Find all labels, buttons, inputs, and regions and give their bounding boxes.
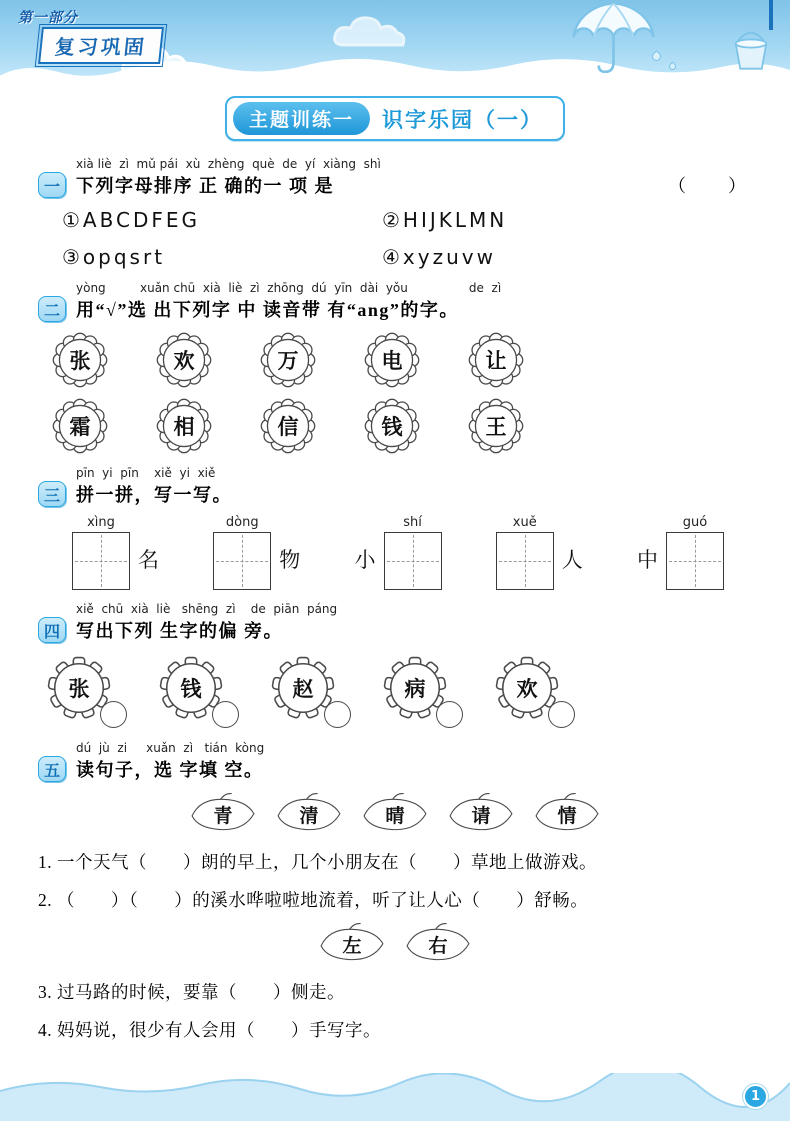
grid-pinyin: xuě bbox=[512, 515, 537, 530]
leaf-badge bbox=[186, 790, 260, 836]
option-4: ④xyzuvw bbox=[382, 245, 496, 269]
section-5 bbox=[38, 741, 752, 1042]
part-label: 第一部分 bbox=[18, 11, 78, 26]
writing-item bbox=[496, 515, 583, 590]
flower-character: 电 bbox=[381, 349, 403, 373]
section-1 bbox=[38, 157, 752, 269]
gear-character-row bbox=[46, 655, 752, 729]
section-5-instruction: 读句子，选 字填 空。 bbox=[76, 760, 264, 780]
umbrella-icon bbox=[566, 0, 661, 76]
writing-item bbox=[355, 515, 442, 590]
leaf-character: 清 bbox=[299, 806, 319, 827]
leaf-badge bbox=[530, 790, 604, 836]
flower-character: 相 bbox=[173, 415, 195, 439]
lesson-banner-pill: 主题训练一 bbox=[233, 102, 370, 135]
leaf-character: 青 bbox=[213, 806, 233, 827]
lesson-title: 识字乐园（一） bbox=[382, 107, 543, 132]
grid-pinyin: guó bbox=[682, 515, 708, 530]
companion-character: 物 bbox=[279, 548, 301, 572]
section-2-instruction: 用“√”选 出下列字 中 读音带 有“ang”的字。 bbox=[76, 300, 459, 320]
section-2 bbox=[38, 281, 752, 454]
lesson-banner bbox=[225, 96, 565, 141]
flower-character: 让 bbox=[485, 349, 507, 373]
section-3-instruction: 拼一拼，写一写。 bbox=[76, 485, 232, 505]
leaf-character: 请 bbox=[471, 806, 491, 827]
flower-character: 万 bbox=[277, 349, 299, 373]
gear-badge bbox=[158, 655, 224, 721]
flower-badge bbox=[156, 332, 212, 388]
question-4: 4. 妈妈说，很少有人会用（ ）手写字。 bbox=[38, 1020, 381, 1040]
section-1-instruction: 下列字母排序 正 确的一 项 是 bbox=[76, 176, 334, 196]
gear-character: 钱 bbox=[180, 677, 202, 701]
option-list bbox=[62, 208, 752, 269]
leaf-character-row-2 bbox=[38, 920, 752, 966]
writing-grid bbox=[496, 532, 554, 590]
section-5-pinyin: dú jù zi xuǎn zì tián kòng bbox=[76, 741, 265, 755]
flower-character: 霜 bbox=[69, 415, 91, 439]
leaf-character: 情 bbox=[557, 806, 577, 827]
section-1-pinyin: xià liè zì mǔ pái xù zhèng què de yí xiàng shì bbox=[76, 157, 381, 171]
flower-character: 信 bbox=[277, 415, 299, 439]
question-2: 2. （ ）（ ）的溪水哗啦啦地流着，听了让人心（ ）舒畅。 bbox=[38, 890, 589, 910]
answer-circle bbox=[212, 701, 239, 728]
gear-character: 赵 bbox=[292, 677, 314, 701]
section-2-number-badge: 二 bbox=[38, 296, 66, 322]
flower-badge bbox=[260, 398, 316, 454]
option-3: ③opqsrt bbox=[62, 245, 166, 269]
section-5-number-badge: 五 bbox=[38, 756, 66, 782]
gear-character: 病 bbox=[404, 677, 426, 701]
answer-circle bbox=[100, 701, 127, 728]
leaf-character: 左 bbox=[342, 936, 362, 957]
leaf-badge bbox=[401, 920, 475, 966]
companion-character: 人 bbox=[561, 548, 583, 572]
flower-badge bbox=[468, 398, 524, 454]
writing-item bbox=[72, 515, 159, 590]
page-edge-mark bbox=[769, 0, 773, 30]
gear-badge bbox=[46, 655, 112, 721]
section-4 bbox=[38, 602, 752, 729]
section-1-number-badge: 一 bbox=[38, 172, 66, 198]
writing-grid bbox=[666, 532, 724, 590]
gear-badge bbox=[270, 655, 336, 721]
option-1: ①ABCDFEG bbox=[62, 208, 200, 232]
gear-character: 张 bbox=[68, 677, 90, 701]
leaf-character: 晴 bbox=[385, 806, 405, 827]
flower-character-row-1 bbox=[52, 332, 752, 388]
writing-grid bbox=[384, 532, 442, 590]
flower-character: 张 bbox=[69, 349, 91, 373]
flower-badge bbox=[156, 398, 212, 454]
writing-item bbox=[637, 515, 724, 590]
section-3 bbox=[38, 466, 752, 590]
answer-brackets: （ ） bbox=[668, 176, 748, 196]
page-header bbox=[0, 0, 790, 86]
grid-pinyin: shí bbox=[403, 515, 422, 530]
section-3-pinyin: pīn yi pīn xiě yi xiě bbox=[76, 466, 216, 480]
leaf-badge bbox=[358, 790, 432, 836]
footer-wave-decoration bbox=[0, 1073, 790, 1121]
section-4-pinyin: xiě chū xià liè shēng zì de piān páng bbox=[76, 602, 338, 616]
companion-character: 名 bbox=[138, 548, 159, 572]
page-number-badge: 1 bbox=[743, 1084, 768, 1109]
grid-pinyin: xìng bbox=[87, 515, 115, 530]
question-3: 3. 过马路的时候，要靠（ ）侧走。 bbox=[38, 982, 345, 1002]
section-3-number-badge: 三 bbox=[38, 481, 66, 507]
flower-badge bbox=[52, 398, 108, 454]
flower-badge bbox=[260, 332, 316, 388]
flower-character-row-2 bbox=[52, 398, 752, 454]
flower-character: 王 bbox=[485, 415, 507, 439]
answer-circle bbox=[436, 701, 463, 728]
companion-character: 中 bbox=[637, 548, 658, 572]
section-4-instruction: 写出下列 生字的偏 旁。 bbox=[76, 621, 283, 641]
writing-grid-row bbox=[38, 515, 752, 590]
gear-character: 欢 bbox=[516, 677, 538, 701]
grid-pinyin: dòng bbox=[225, 515, 259, 530]
flower-badge bbox=[364, 398, 420, 454]
exercise-content bbox=[0, 157, 790, 1042]
answer-circle bbox=[548, 701, 575, 728]
leaf-badge bbox=[444, 790, 518, 836]
companion-character: 小 bbox=[354, 548, 376, 572]
cloud-icon bbox=[330, 8, 442, 52]
gear-badge bbox=[494, 655, 560, 721]
gear-badge bbox=[382, 655, 448, 721]
writing-grid bbox=[213, 532, 271, 590]
leaf-badge bbox=[315, 920, 389, 966]
writing-item bbox=[213, 515, 300, 590]
flower-badge bbox=[468, 332, 524, 388]
answer-circle bbox=[324, 701, 351, 728]
option-2: ②HIJKLMN bbox=[382, 208, 508, 232]
flower-badge bbox=[52, 332, 108, 388]
section-4-number-badge: 四 bbox=[38, 617, 66, 643]
section-2-pinyin: yòng xuǎn chū xià liè zì zhōng dú yīn dài yǒu de zì bbox=[76, 281, 502, 295]
question-1: 1. 一个天气（ ）朗的早上，几个小朋友在（ ）草地上做游戏。 bbox=[38, 852, 597, 872]
leaf-character-row-1 bbox=[38, 790, 752, 836]
leaf-character: 右 bbox=[428, 936, 448, 957]
writing-grid bbox=[72, 532, 130, 590]
review-section-badge: 复习巩固 bbox=[38, 27, 164, 64]
leaf-badge bbox=[272, 790, 346, 836]
flower-character: 欢 bbox=[173, 349, 195, 373]
flower-character: 钱 bbox=[381, 415, 403, 439]
flower-badge bbox=[364, 332, 420, 388]
